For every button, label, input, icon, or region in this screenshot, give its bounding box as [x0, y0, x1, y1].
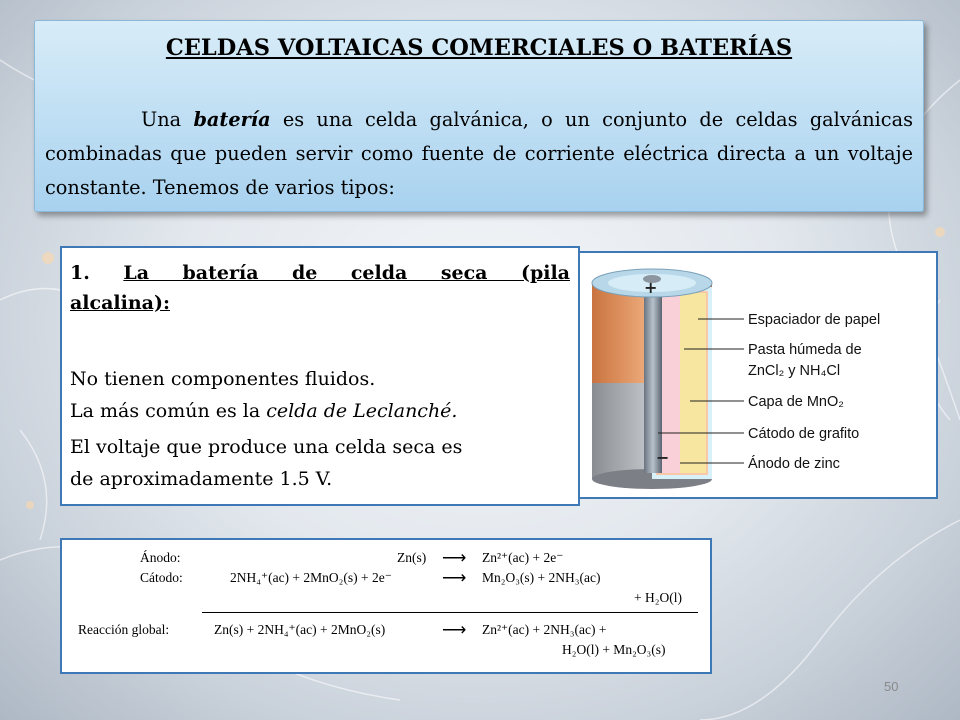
anode-arrow: ⟶ [442, 548, 467, 567]
title-box [34, 20, 924, 212]
intro-emphasis: batería [193, 108, 271, 131]
slide-title: CELDAS VOLTAICAS COMERCIALES O BATERÍAS [165, 35, 793, 61]
cathode-continuation: + H₂O(l) [634, 590, 682, 605]
cathode-left: 2NH₄⁺(ac) + 2MnO₂(s) + 2e⁻ [230, 570, 392, 585]
cathode-arrow: ⟶ [442, 568, 467, 587]
intro-paragraph [45, 103, 913, 205]
equation-divider [202, 612, 698, 613]
text-line-1: No tienen componentes fluidos. [70, 368, 376, 390]
minus-terminal: − [656, 448, 670, 467]
mno2-layer [680, 293, 706, 473]
section-heading-text: La batería de celda seca (pila [123, 262, 570, 284]
text-line-2-before: La más común es la [70, 400, 267, 422]
global-arrow: ⟶ [442, 620, 467, 639]
text-line-2-emph: celda de Leclanché. [266, 400, 458, 422]
text-line-3: El voltaje que produce una celda seca es [70, 436, 463, 458]
anode-label: Ánodo: [140, 550, 181, 565]
intro-text-before: Una [141, 108, 194, 131]
section-number: 1. [70, 262, 90, 284]
graphite-cathode [644, 281, 662, 473]
section-heading-line1 [70, 258, 570, 288]
label-zinc-anode: Ánodo de zinc [748, 456, 840, 472]
global-continuation: H₂O(l) + Mn₂O₃(s) [562, 642, 666, 657]
label-paper-spacer: Espaciador de papel [748, 312, 881, 328]
battery-diagram-box [578, 251, 938, 499]
intro-text-after: es una celda galvánica, o un conjunto de celdas galvánicas combinadas que pueden servir como fuente de corriente eléctrica directa a un voltaje constante. Tenemos de varios tipos: [45, 108, 913, 199]
global-right: Zn²⁺(ac) + 2NH₃(ac) + [482, 622, 607, 637]
page-number: 50 [884, 679, 899, 694]
text-line-4: de aproximadamente 1.5 V. [70, 468, 333, 490]
anode-left: Zn(s) [397, 550, 427, 565]
label-graphite: Cátodo de grafito [748, 426, 860, 442]
plus-terminal: + [644, 278, 658, 297]
battery-diagram [580, 253, 936, 497]
anode-right: Zn²⁺(ac) + 2e⁻ [482, 550, 564, 565]
section-heading-line2: alcalina): [70, 292, 170, 314]
label-paste-1: Pasta húmeda de [748, 342, 862, 358]
global-left: Zn(s) + 2NH₄⁺(ac) + 2MnO₂(s) [214, 622, 386, 637]
dry-cell-textbox [60, 246, 580, 506]
label-mno2: Capa de MnO₂ [748, 394, 844, 410]
global-label: Reacción global: [78, 622, 170, 637]
cathode-label: Cátodo: [140, 570, 183, 585]
text-line-2 [70, 394, 457, 428]
label-paste-2: ZnCl₂ y NH₄Cl [748, 363, 841, 379]
equations-box [60, 538, 712, 674]
cathode-right: Mn₂O₃(s) + 2NH₃(ac) [482, 570, 601, 585]
